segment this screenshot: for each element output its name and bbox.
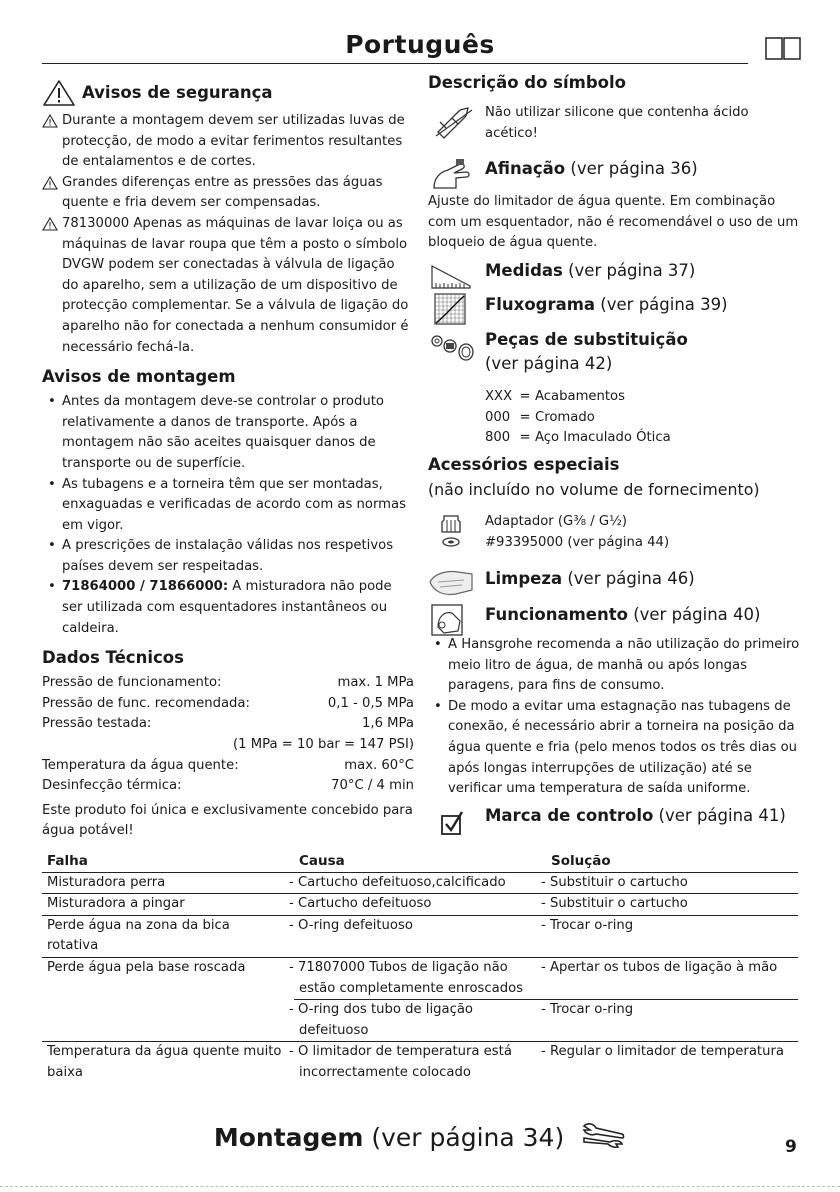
tech-label: Temperatura da água quente: bbox=[42, 757, 239, 773]
funcionamento-item bbox=[428, 635, 800, 697]
faults-header-falha: Falha bbox=[42, 851, 294, 872]
assembly-item bbox=[42, 577, 414, 639]
faults-header-solucao: Solução bbox=[546, 851, 798, 872]
silicone-text: Não utilizar silicone que contenha ácido acético! bbox=[485, 105, 749, 141]
limpeza-title-bold: Limpeza bbox=[485, 569, 563, 588]
safety-heading-row bbox=[42, 78, 414, 108]
symbols-heading: Descrição do símbolo bbox=[428, 73, 626, 92]
tech-note: Este produto foi única e exclusivamente concebido para água potável! bbox=[42, 802, 413, 839]
funcionamento-ref: (ver página 40) bbox=[627, 605, 761, 624]
tech-table bbox=[42, 673, 414, 797]
tech-row bbox=[42, 776, 414, 797]
funcionamento-title bbox=[485, 603, 760, 627]
check-mark-icon bbox=[440, 810, 466, 836]
table-row bbox=[42, 894, 798, 916]
finish-eq: = bbox=[519, 389, 531, 404]
safety-item bbox=[42, 173, 414, 214]
flow-chart-icon bbox=[434, 293, 466, 325]
operation-icon bbox=[430, 603, 466, 637]
funcionamento-item-text: A Hansgrohe recomenda a não utilização do primeiro meio litro de água, de manhã ou após longas paragens, para fins de consumo. bbox=[448, 637, 800, 694]
spare-parts-icon bbox=[430, 332, 476, 364]
cause-cell: - O-ring defeituoso bbox=[294, 915, 546, 957]
assembly-item-text: As tubagens e a torneira têm que ser montadas, enxaguadas e verificadas de acordo com as normas em vigor. bbox=[62, 476, 406, 533]
cleaning-hand-icon bbox=[428, 568, 474, 598]
footer-title-bold: Montagem bbox=[213, 1123, 364, 1152]
tech-heading: Dados Técnicos bbox=[42, 648, 184, 668]
faults-header-row bbox=[42, 851, 798, 872]
finish-row bbox=[485, 408, 671, 429]
footer-ref: (ver página 34) bbox=[363, 1123, 565, 1152]
adapter-icon bbox=[440, 514, 462, 550]
marca-title bbox=[485, 804, 786, 828]
medidas-title-bold: Medidas bbox=[485, 261, 563, 280]
book-icon bbox=[765, 37, 801, 61]
assembly-item bbox=[42, 475, 414, 537]
adapter-line2: #93395000 (ver página 44) bbox=[485, 535, 670, 550]
medidas-title bbox=[485, 259, 695, 283]
page-number: 9 bbox=[785, 1137, 797, 1157]
page-title: Português bbox=[345, 30, 495, 59]
tech-conversion: (1 MPa = 10 bar = 147 PSI) bbox=[233, 737, 414, 753]
finish-name: Cromado bbox=[535, 409, 595, 425]
finish-code: 000 bbox=[485, 409, 511, 425]
assembly-heading: Avisos de montagem bbox=[42, 367, 236, 387]
assembly-item bbox=[42, 392, 414, 474]
fluxograma-title bbox=[485, 293, 728, 317]
warning-icon bbox=[42, 79, 76, 107]
finish-eq: = bbox=[519, 430, 531, 446]
finish-list bbox=[485, 387, 671, 449]
warning-small-icon bbox=[42, 217, 58, 231]
safety-item-text: Grandes diferenças entre as pressões das águas quente e fria devem ser compensadas. bbox=[62, 174, 383, 211]
adapter-line1: Adaptador (G⅜ / G½) bbox=[485, 514, 628, 529]
solution-cell: - Trocar o-ring bbox=[546, 915, 798, 957]
finish-name: Acabamentos bbox=[535, 389, 626, 404]
warning-small-icon bbox=[42, 114, 58, 128]
pecas-title-bold: Peças de substituição bbox=[485, 330, 688, 349]
marca-title-bold: Marca de controlo bbox=[485, 806, 654, 825]
faults-table bbox=[42, 851, 798, 1084]
assembly-item bbox=[42, 536, 414, 577]
fault-cell: Misturadora a pingar bbox=[42, 894, 294, 916]
tech-label: Desinfecção térmica: bbox=[42, 778, 182, 794]
tech-label: Pressão de func. recomendada: bbox=[42, 695, 250, 711]
afinacao-ref: (ver página 36) bbox=[565, 159, 698, 178]
fluxograma-title-bold: Fluxograma bbox=[485, 295, 596, 314]
solution-cell: - Trocar o-ring bbox=[546, 1000, 798, 1042]
funcionamento-title-bold: Funcionamento bbox=[485, 605, 628, 624]
tech-value: 70°C / 4 min bbox=[331, 778, 414, 794]
pecas-ref: (ver página 42) bbox=[485, 354, 613, 373]
tech-row bbox=[42, 714, 414, 735]
cause-cell: - Cartucho defeituoso,calcificado bbox=[294, 872, 546, 894]
finish-eq: = bbox=[519, 409, 531, 425]
fluxograma-ref: (ver página 39) bbox=[595, 295, 728, 314]
fault-cell: Perde água na zona da bica rotativa bbox=[42, 915, 294, 957]
bottom-rule bbox=[0, 1186, 840, 1187]
tech-label: Pressão de funcionamento: bbox=[42, 675, 222, 691]
footer-title bbox=[0, 1120, 840, 1152]
tech-label: Pressão testada: bbox=[42, 716, 152, 732]
funcionamento-item bbox=[428, 697, 800, 800]
funcionamento-item-text: De modo a evitar uma estagnação nas tubagens de conexão, é necessário abrir a torneira na posição da água quente e fria (pelo menos todos os três dias ou após longas interrupções de utilização) até se verificar uma temperatura de saída uniforme. bbox=[448, 698, 798, 797]
medidas-ref: (ver página 37) bbox=[562, 261, 696, 280]
table-row bbox=[42, 872, 798, 894]
tech-value: 1,6 MPa bbox=[362, 716, 414, 732]
afinacao-title bbox=[485, 157, 698, 181]
assembly-item-text: A prescrições de instalação válidas nos respetivos países devem ser respeitadas. bbox=[62, 538, 394, 574]
limpeza-title bbox=[485, 567, 695, 591]
safety-item bbox=[42, 214, 414, 358]
title-rule bbox=[42, 63, 748, 64]
fault-cell: Perde água pela base roscada bbox=[42, 957, 294, 1041]
finish-code: 800 bbox=[485, 430, 511, 446]
afinacao-title-bold: Afinação bbox=[485, 159, 566, 178]
wrench-icon bbox=[580, 1120, 626, 1148]
faults-header-causa: Causa bbox=[294, 851, 546, 872]
cause-cell: - O-ring dos tubo de ligação defeituoso bbox=[294, 1000, 546, 1042]
afinacao-text: Ajuste do limitador de água quente. Em combinação com um esquentador, não é recomendável o uso de um bloqueio de água quente. bbox=[428, 194, 799, 251]
tech-row bbox=[42, 673, 414, 694]
finish-code: XXX bbox=[485, 389, 513, 404]
table-row bbox=[42, 1042, 798, 1084]
finish-row bbox=[485, 387, 671, 408]
finish-name: Aço Imaculado Ótica bbox=[535, 430, 671, 446]
accessories-heading: Acessórios especiais bbox=[428, 455, 620, 474]
ruler-icon bbox=[430, 264, 472, 290]
cause-cell: - O limitador de temperatura está incorrectamente colocado bbox=[294, 1042, 546, 1084]
safety-heading: Avisos de segurança bbox=[82, 82, 273, 102]
safety-item-text: 78130000 Apenas as máquinas de lavar loiça ou as máquinas de lavar roupa que têm a posto o símbolo DVGW podem ser conectadas à válvula de ligação do aparelho, sem a utilização de um dispositivo de protecção complementar. Se a válvula de ligação do aparelho não for conectada a nenhum consumidor é necessário fechá-la. bbox=[62, 215, 409, 355]
safety-item-text: Durante a montagem devem ser utilizadas luvas de protecção, de modo a evitar ferimentos resultantes de entalamentos e de cortes. bbox=[62, 113, 405, 170]
marca-ref: (ver página 41) bbox=[653, 806, 786, 825]
cause-cell: - 71807000 Tubos de ligação não estão completamente enroscados bbox=[294, 957, 546, 999]
assembly-item-bold: 71864000 / 71866000: bbox=[62, 579, 229, 595]
solution-cell: - Substituir o cartucho bbox=[546, 894, 798, 916]
fault-cell: Misturadora perra bbox=[42, 872, 294, 894]
tech-value: max. 1 MPa bbox=[337, 675, 414, 691]
right-column bbox=[428, 70, 800, 840]
assembly-item-text: A misturadora não pode ser utilizada com esquentadores instantâneos ou caldeira. bbox=[62, 579, 392, 636]
cause-cell: - Cartucho defeituoso bbox=[294, 894, 546, 916]
finish-row bbox=[485, 428, 671, 449]
table-row bbox=[42, 957, 798, 999]
adjustment-hand-icon bbox=[430, 158, 472, 192]
solution-cell: - Regular o limitador de temperatura bbox=[546, 1042, 798, 1084]
solution-cell: - Apertar os tubos de ligação à mão bbox=[546, 957, 798, 999]
accessories-sub: (não incluído no volume de fornecimento) bbox=[428, 480, 760, 499]
fault-cell: Temperatura da água quente muito baixa bbox=[42, 1042, 294, 1084]
tech-row bbox=[42, 694, 414, 715]
tech-row bbox=[42, 756, 414, 777]
solution-cell: - Substituir o cartucho bbox=[546, 872, 798, 894]
safety-item bbox=[42, 111, 414, 173]
left-column bbox=[42, 78, 414, 842]
warning-small-icon bbox=[42, 176, 58, 190]
tech-value: 0,1 - 0,5 MPa bbox=[327, 695, 414, 711]
tech-value: max. 60°C bbox=[344, 757, 414, 773]
table-row bbox=[42, 915, 798, 957]
pecas-title bbox=[485, 328, 688, 352]
assembly-item-text: Antes da montagem deve-se controlar o produto relativamente a danos de transporte. Após a montagem não são aceites quaisquer danos de transporte ou de superfície. bbox=[62, 394, 384, 471]
funcionamento-list bbox=[428, 635, 800, 800]
silicone-gun-icon bbox=[434, 106, 474, 140]
limpeza-ref: (ver página 46) bbox=[562, 569, 695, 588]
